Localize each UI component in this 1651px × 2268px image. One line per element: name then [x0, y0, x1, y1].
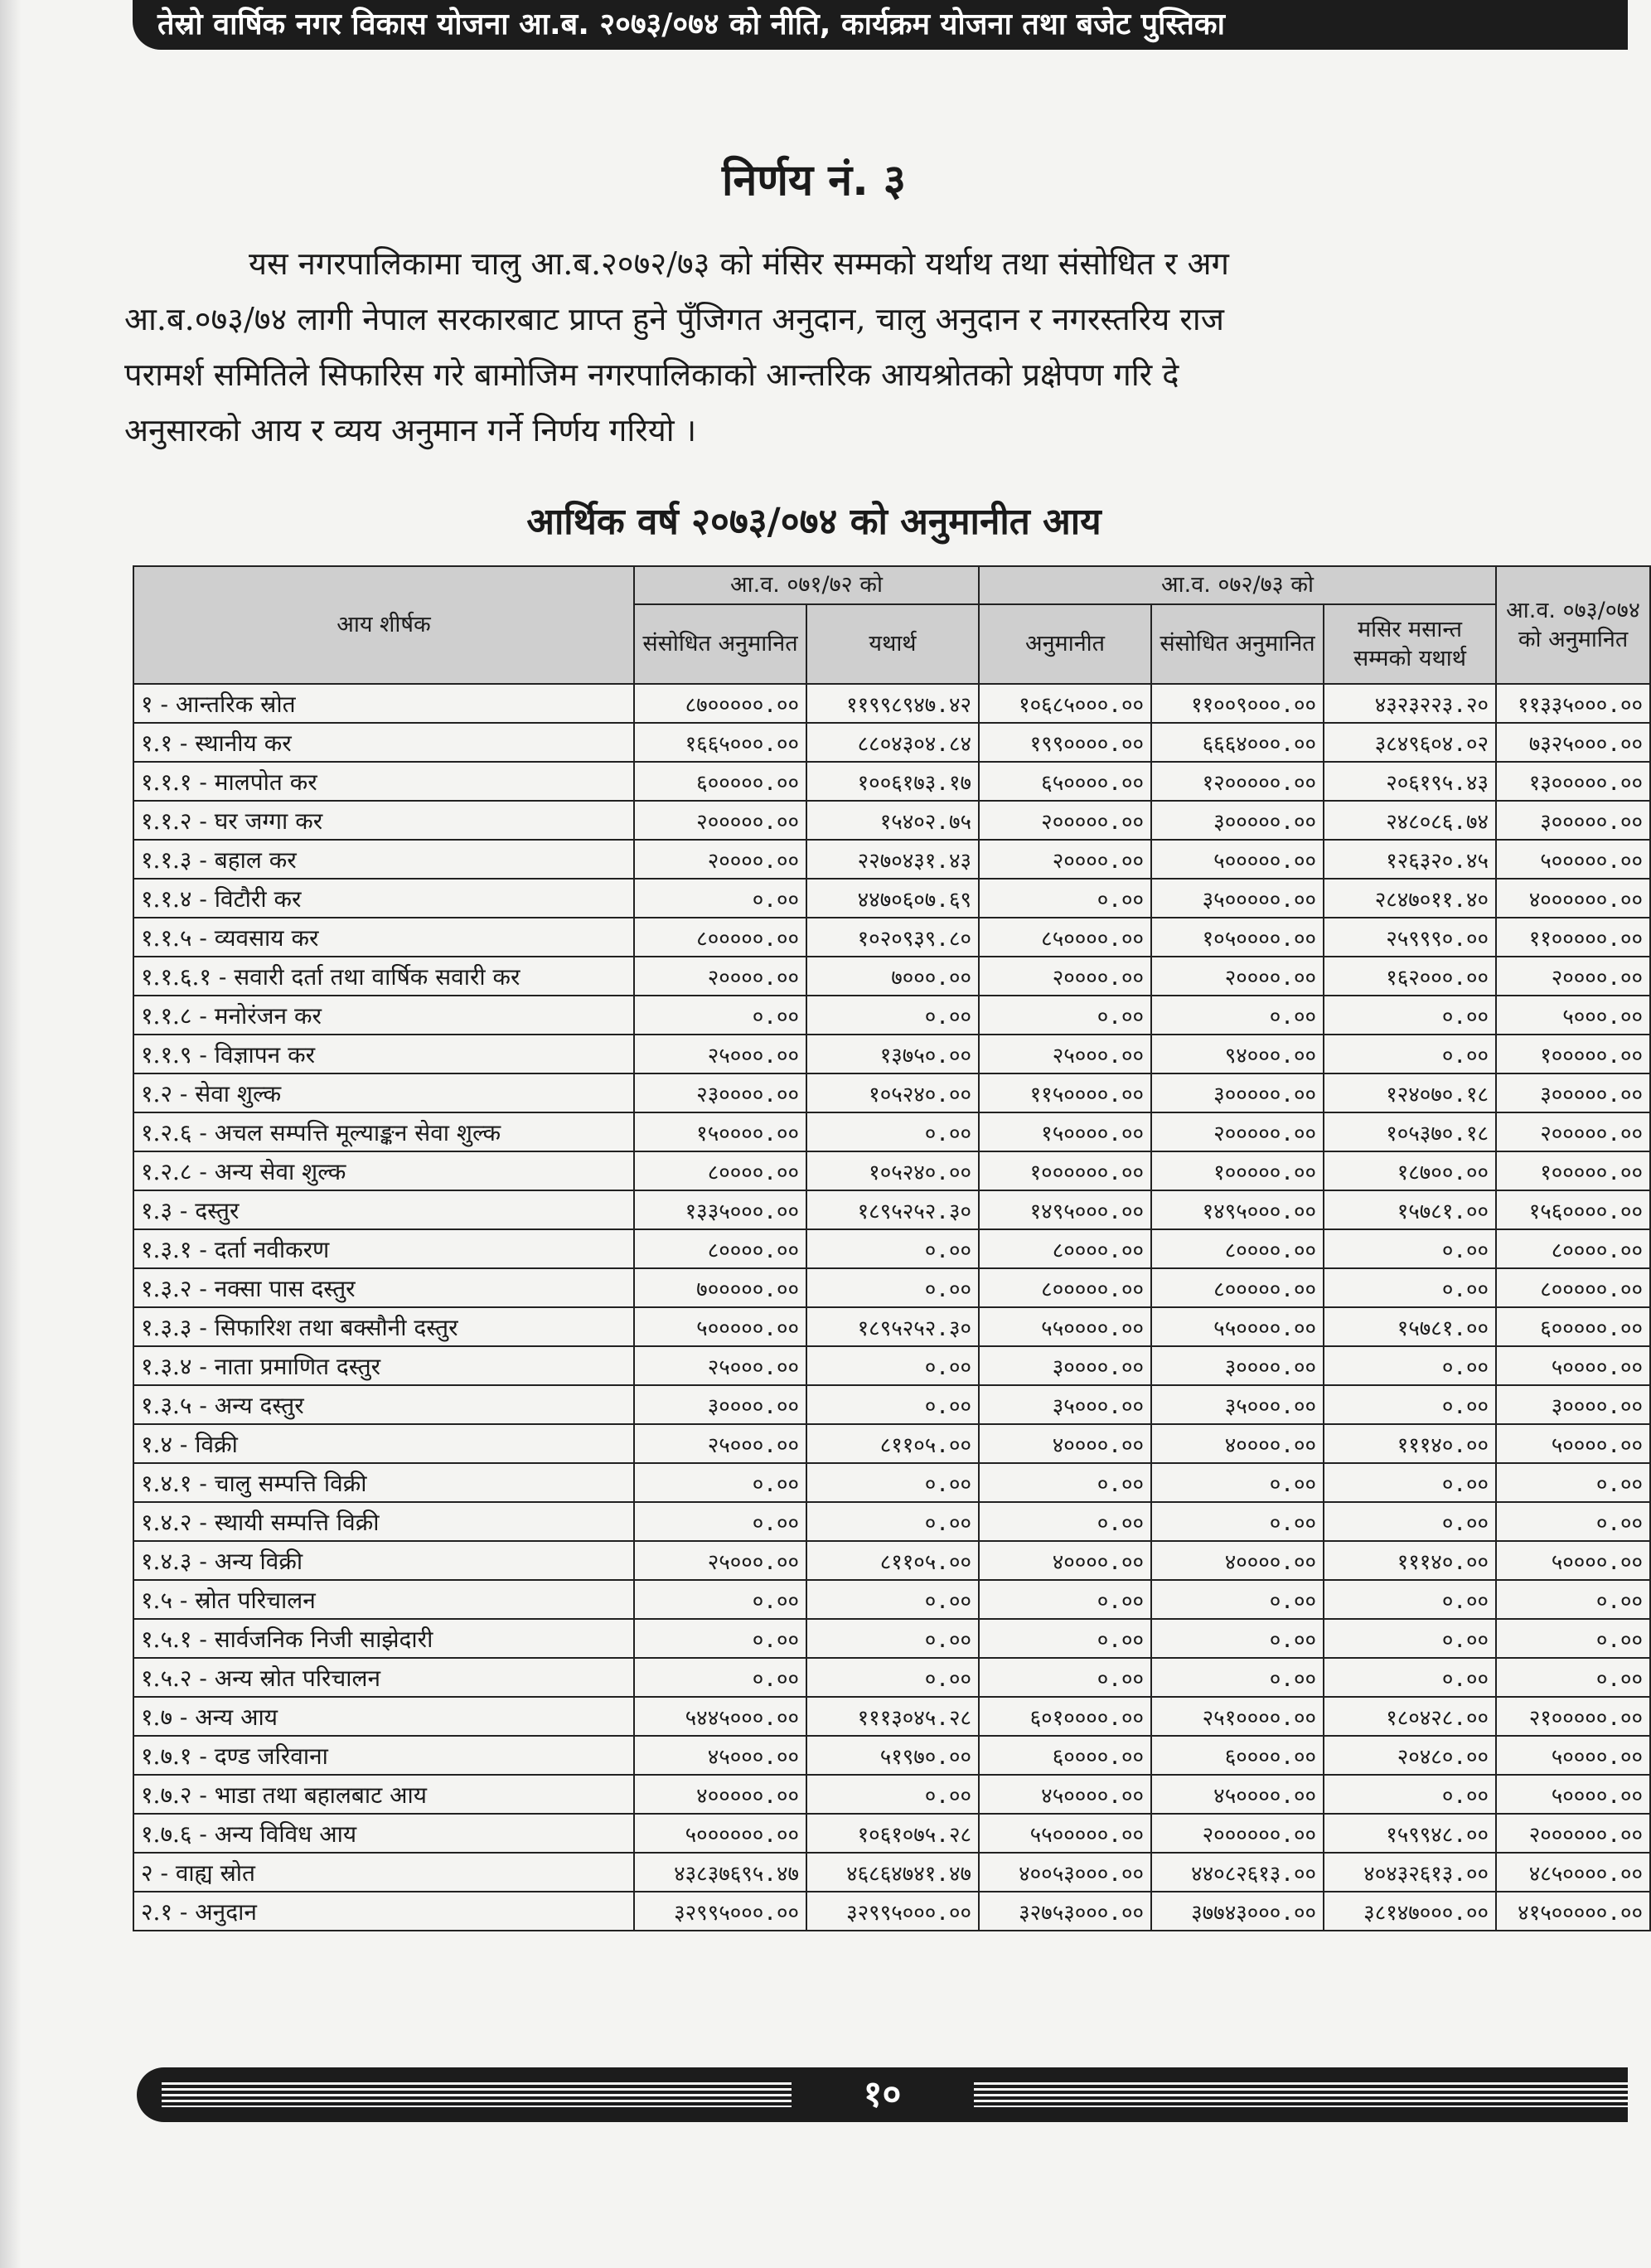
amount-cell: ३२९९५०००.००: [634, 1892, 806, 1931]
table-row: [133, 1151, 1650, 1190]
amount-cell: ०.००: [1324, 996, 1496, 1035]
amount-cell: २०००००.००: [1496, 1112, 1650, 1151]
table-row: [133, 1580, 1650, 1619]
amount-cell: १११४०.००: [1324, 1541, 1496, 1580]
table-row: [133, 1541, 1650, 1580]
amount-cell: २००००.००: [634, 840, 806, 879]
row-label-cell: १.३.४ - नाता प्रमाणित दस्तुर: [133, 1346, 634, 1385]
amount-cell: १०६८५०००.००: [979, 684, 1151, 723]
row-label-cell: १.५ - स्रोत परिचालन: [133, 1580, 634, 1619]
paragraph-line: यस नगरपालिकामा चालु आ.ब.२०७२/७३ को मंसिर सम्मको यर्थाथ तथा संसोधित र अग: [249, 245, 1229, 282]
amount-cell: ८०००००.००: [979, 1268, 1151, 1307]
table-row: [133, 684, 1650, 723]
amount-cell: ०.००: [806, 1268, 979, 1307]
amount-cell: २५०००.००: [634, 1424, 806, 1463]
amount-cell: ८००००.००: [1496, 1229, 1650, 1268]
table-row: [133, 1814, 1650, 1853]
amount-cell: २५०००.००: [979, 1035, 1151, 1073]
amount-cell: ०.००: [634, 1619, 806, 1658]
amount-cell: ०.००: [1324, 1229, 1496, 1268]
amount-cell: ०.००: [634, 1580, 806, 1619]
amount-cell: ०.००: [1151, 1619, 1324, 1658]
amount-cell: ०.००: [1496, 1658, 1650, 1697]
amount-cell: ३०००००.००: [1496, 801, 1650, 840]
amount-cell: १५९९४८.००: [1324, 1814, 1496, 1853]
amount-cell: ३८४९६०४.०२: [1324, 723, 1496, 762]
amount-cell: २०००००.००: [634, 801, 806, 840]
amount-cell: ०.००: [806, 1346, 979, 1385]
table-row: [133, 840, 1650, 879]
amount-cell: ५००००.००: [1496, 1541, 1650, 1580]
page-number: १०: [830, 2073, 935, 2115]
table-row: [133, 996, 1650, 1035]
row-label-cell: १.१.८ - मनोरंजन कर: [133, 996, 634, 1035]
amount-cell: ०.००: [1151, 1463, 1324, 1502]
amount-cell: २००००.००: [979, 840, 1151, 879]
amount-cell: ५०००००.००: [1151, 840, 1324, 879]
amount-cell: ५००००.००: [1496, 1736, 1650, 1775]
amount-cell: २०६१९५.४३: [1324, 762, 1496, 801]
amount-cell: ६५००००.००: [979, 762, 1151, 801]
paragraph-line: अनुसारको आय र व्यय अनुमान गर्ने निर्णय गरियो ।: [124, 412, 697, 448]
amount-cell: १५००००.००: [979, 1112, 1151, 1151]
amount-cell: १११४०.००: [1324, 1424, 1496, 1463]
column-header-revised-estimate: संसोधित अनुमानित: [634, 604, 806, 684]
amount-cell: ४००५३०००.००: [979, 1853, 1151, 1892]
row-label-cell: १.३.५ - अन्य दस्तुर: [133, 1385, 634, 1424]
amount-cell: ८११०५.००: [806, 1541, 979, 1580]
row-label-cell: १.१ - स्थानीय कर: [133, 723, 634, 762]
column-header-income-title: आय शीर्षक: [133, 566, 634, 684]
amount-cell: ४००००.००: [979, 1541, 1151, 1580]
amount-cell: ०.००: [1324, 1035, 1496, 1073]
amount-cell: ५५०००००.००: [979, 1814, 1151, 1853]
amount-cell: ६००००.००: [979, 1736, 1151, 1775]
amount-cell: ०.००: [1324, 1775, 1496, 1814]
amount-cell: १०६१०७५.२८: [806, 1814, 979, 1853]
row-label-cell: १.१.४ - विटौरी कर: [133, 879, 634, 918]
amount-cell: १५४०२.७५: [806, 801, 979, 840]
table-row: [133, 1112, 1650, 1151]
amount-cell: १६२०००.००: [1324, 957, 1496, 996]
amount-cell: ४५००००.००: [979, 1775, 1151, 1814]
paragraph-line: आ.ब.०७३/७४ लागी नेपाल सरकारबाट प्राप्त हुने पुँजिगत अनुदान, चालु अनुदान र नगरस्तरिय राज: [124, 301, 1224, 337]
amount-cell: ०.००: [634, 1502, 806, 1541]
amount-cell: ०.००: [806, 1775, 979, 1814]
table-row: [133, 1619, 1650, 1658]
table-row: [133, 1229, 1650, 1268]
amount-cell: ४१५०००००.००: [1496, 1892, 1650, 1931]
amount-cell: ०.००: [634, 1658, 806, 1697]
amount-cell: ४००००००.००: [1496, 879, 1650, 918]
amount-cell: ०.००: [806, 1385, 979, 1424]
amount-cell: २०४८०.००: [1324, 1736, 1496, 1775]
table-row: [133, 957, 1650, 996]
amount-cell: २०००००.००: [979, 801, 1151, 840]
amount-cell: ०.००: [979, 1619, 1151, 1658]
amount-cell: ३०००००.००: [1151, 1073, 1324, 1112]
table-row: [133, 1424, 1650, 1463]
row-label-cell: १.३.२ - नक्सा पास दस्तुर: [133, 1268, 634, 1307]
row-label-cell: १.७.२ - भाडा तथा बहालबाट आय: [133, 1775, 634, 1814]
amount-cell: ८०००००.००: [634, 918, 806, 957]
amount-cell: ३०००००.००: [1151, 801, 1324, 840]
amount-cell: ०.००: [1324, 1580, 1496, 1619]
amount-cell: १००६१७३.१७: [806, 762, 979, 801]
amount-cell: ५००००.००: [1496, 1346, 1650, 1385]
amount-cell: ३००००.००: [634, 1385, 806, 1424]
amount-cell: ०.००: [806, 996, 979, 1035]
amount-cell: १२४०७०.१८: [1324, 1073, 1496, 1112]
income-table: [133, 565, 1651, 1931]
row-label-cell: १.१.२ - घर जग्गा कर: [133, 801, 634, 840]
amount-cell: ४३८३७६९५.४७: [634, 1853, 806, 1892]
row-label-cell: १.१.५ - व्यवसाय कर: [133, 918, 634, 957]
amount-cell: ०.००: [634, 1463, 806, 1502]
table-row: [133, 1502, 1650, 1541]
amount-cell: २२७०४३१.४३: [806, 840, 979, 879]
amount-cell: ०.००: [1151, 996, 1324, 1035]
amount-cell: १३०००००.००: [1496, 762, 1650, 801]
amount-cell: ०.००: [979, 1463, 1151, 1502]
amount-cell: २०००००.००: [1151, 1112, 1324, 1151]
table-row: [133, 1736, 1650, 1775]
amount-cell: ०.००: [1324, 1658, 1496, 1697]
table-row: [133, 1775, 1650, 1814]
amount-cell: १८९५२५२.३०: [806, 1307, 979, 1346]
amount-cell: ०.००: [634, 879, 806, 918]
amount-cell: ८८०४३०४.८४: [806, 723, 979, 762]
amount-cell: ०.००: [1324, 1346, 1496, 1385]
amount-cell: ४००००.००: [1151, 1541, 1324, 1580]
amount-cell: २५९९९०.००: [1324, 918, 1496, 957]
amount-cell: ०.००: [806, 1229, 979, 1268]
table-row: [133, 1307, 1650, 1346]
row-label-cell: १.७.१ - दण्ड जरिवाना: [133, 1736, 634, 1775]
decision-title: निर्णय नं. ३: [722, 156, 906, 206]
amount-cell: ११००९०००.००: [1151, 684, 1324, 723]
amount-cell: १५७८१.००: [1324, 1190, 1496, 1229]
amount-cell: १५७८१.००: [1324, 1307, 1496, 1346]
amount-cell: १४९५०००.००: [1151, 1190, 1324, 1229]
amount-cell: ०.००: [806, 1502, 979, 1541]
amount-cell: ५१९७०.००: [806, 1736, 979, 1775]
row-label-cell: १.२ - सेवा शुल्क: [133, 1073, 634, 1112]
amount-cell: ४००००.००: [979, 1424, 1151, 1463]
group-header-fy-071-72: आ.व. ०७१/७२ को: [634, 566, 979, 604]
amount-cell: ३००००.००: [1151, 1346, 1324, 1385]
amount-cell: ११५००००.००: [979, 1073, 1151, 1112]
column-header-fy-073-74-estimate: आ.व. ०७३/०७४ को अनुमानित: [1496, 566, 1650, 684]
amount-cell: ०.००: [1496, 1580, 1650, 1619]
amount-cell: १८७००.००: [1324, 1151, 1496, 1190]
row-label-cell: १.४ - विक्री: [133, 1424, 634, 1463]
amount-cell: ६०१००००.००: [979, 1697, 1151, 1736]
amount-cell: १००००००.००: [979, 1151, 1151, 1190]
running-header: [133, 0, 1628, 50]
amount-cell: १५००००.००: [634, 1112, 806, 1151]
amount-cell: ३००००.००: [979, 1346, 1151, 1385]
table-row: [133, 1346, 1650, 1385]
amount-cell: ०.००: [806, 1112, 979, 1151]
amount-cell: १०५२४०.००: [806, 1151, 979, 1190]
row-label-cell: १.२.६ - अचल सम्पत्ति मूल्याङ्कन सेवा शुल्क: [133, 1112, 634, 1151]
row-label-cell: १.१.६.१ - सवारी दर्ता तथा वार्षिक सवारी कर: [133, 957, 634, 996]
row-label-cell: १.३.३ - सिफारिश तथा बक्सौनी दस्तुर: [133, 1307, 634, 1346]
amount-cell: ६०००००.००: [634, 762, 806, 801]
income-table-wrapper: [133, 565, 1644, 1931]
amount-cell: ०.००: [1151, 1580, 1324, 1619]
amount-cell: ४५०००.००: [634, 1736, 806, 1775]
amount-cell: १९९००००.००: [979, 723, 1151, 762]
amount-cell: ३५०००.००: [979, 1385, 1151, 1424]
table-row: [133, 723, 1650, 762]
amount-cell: ५४४५०००.००: [634, 1697, 806, 1736]
amount-cell: १२०००००.००: [1151, 762, 1324, 801]
amount-cell: १८९५२५२.३०: [806, 1190, 979, 1229]
amount-cell: ४५००००.००: [1151, 1775, 1324, 1814]
amount-cell: ०.००: [1324, 1619, 1496, 1658]
amount-cell: ४४७०६०७.६९: [806, 879, 979, 918]
table-title: आर्थिक वर्ष २०७३/०७४ को अनुमानीत आय: [526, 501, 1101, 543]
amount-cell: २८४७०११.४०: [1324, 879, 1496, 918]
amount-cell: ०.००: [979, 1502, 1151, 1541]
amount-cell: ४३२३२२३.२०: [1324, 684, 1496, 723]
amount-cell: ०.००: [806, 1658, 979, 1697]
amount-cell: २००००.००: [1496, 957, 1650, 996]
amount-cell: ५००००.००: [1496, 1775, 1650, 1814]
row-label-cell: १.१.९ - विज्ञापन कर: [133, 1035, 634, 1073]
amount-cell: ०.००: [806, 1463, 979, 1502]
column-header-revised-estimate: संसोधित अनुमानित: [1151, 604, 1324, 684]
amount-cell: ३०००००.००: [1496, 1073, 1650, 1112]
amount-cell: ५५००००.००: [1151, 1307, 1324, 1346]
amount-cell: २५०००.००: [634, 1346, 806, 1385]
table-row: [133, 1658, 1650, 1697]
amount-cell: ४००००.००: [1151, 1424, 1324, 1463]
page-edge-shadow: [0, 0, 22, 2268]
amount-cell: ७०००००.००: [634, 1268, 806, 1307]
column-header-actual: यथार्थ: [806, 604, 979, 684]
amount-cell: ०.००: [1496, 1619, 1650, 1658]
amount-cell: ७३२५०००.००: [1496, 723, 1650, 762]
amount-cell: ८०००००.००: [1151, 1268, 1324, 1307]
row-label-cell: १.७ - अन्य आय: [133, 1697, 634, 1736]
row-label-cell: १.३.१ - दर्ता नवीकरण: [133, 1229, 634, 1268]
amount-cell: ४४०८२६१३.००: [1151, 1853, 1324, 1892]
amount-cell: ३५०००००.००: [1151, 879, 1324, 918]
column-header-estimate: अनुमानीत: [979, 604, 1151, 684]
amount-cell: ५००००००.००: [634, 1814, 806, 1853]
amount-cell: ८५००००.००: [979, 918, 1151, 957]
amount-cell: ०.००: [1324, 1502, 1496, 1541]
row-label-cell: २.१ - अनुदान: [133, 1892, 634, 1931]
amount-cell: २३००००.००: [634, 1073, 806, 1112]
amount-cell: १०२०९३९.८०: [806, 918, 979, 957]
amount-cell: ८०००००.००: [1496, 1268, 1650, 1307]
table-row: [133, 918, 1650, 957]
amount-cell: २५०००.००: [634, 1035, 806, 1073]
amount-cell: १०५३७०.१८: [1324, 1112, 1496, 1151]
amount-cell: ४८५००००.००: [1496, 1853, 1650, 1892]
table-row: [133, 1697, 1650, 1736]
amount-cell: ८७०००००.००: [634, 684, 806, 723]
amount-cell: ८००००.००: [634, 1151, 806, 1190]
amount-cell: १५६००००.००: [1496, 1190, 1650, 1229]
amount-cell: १११३०४५.२८: [806, 1697, 979, 1736]
amount-cell: २००००.००: [634, 957, 806, 996]
row-label-cell: १.२.८ - अन्य सेवा शुल्क: [133, 1151, 634, 1190]
table-row: [133, 801, 1650, 840]
amount-cell: ०.००: [1324, 1385, 1496, 1424]
amount-cell: ९४०००.००: [1151, 1035, 1324, 1073]
footer-bar: [137, 2067, 1628, 2122]
table-row: [133, 762, 1650, 801]
amount-cell: ८००००.००: [1151, 1229, 1324, 1268]
amount-cell: ०.००: [1151, 1658, 1324, 1697]
amount-cell: १४९५०००.००: [979, 1190, 1151, 1229]
amount-cell: १०५००००.००: [1151, 918, 1324, 957]
group-header-fy-072-73: आ.व. ०७२/७३ को: [979, 566, 1496, 604]
row-label-cell: १.४.१ - चालु सम्पत्ति विक्री: [133, 1463, 634, 1502]
income-table-body: [133, 684, 1650, 1931]
amount-cell: १८०४२८.००: [1324, 1697, 1496, 1736]
amount-cell: १०००००.००: [1496, 1151, 1650, 1190]
amount-cell: ३२९९५०००.००: [806, 1892, 979, 1931]
amount-cell: २१०००००.००: [1496, 1697, 1650, 1736]
amount-cell: ५०००.००: [1496, 996, 1650, 1035]
amount-cell: ४०००००.००: [634, 1775, 806, 1814]
amount-cell: ०.००: [979, 879, 1151, 918]
row-label-cell: २ - वाह्य स्रोत: [133, 1853, 634, 1892]
table-row: [133, 1268, 1650, 1307]
row-label-cell: १.१.१ - मालपोत कर: [133, 762, 634, 801]
row-label-cell: १.३ - दस्तुर: [133, 1190, 634, 1229]
amount-cell: ०.००: [979, 1580, 1151, 1619]
amount-cell: ६००००.००: [1151, 1736, 1324, 1775]
amount-cell: ४०४३२६१३.००: [1324, 1853, 1496, 1892]
amount-cell: १२६३२०.४५: [1324, 840, 1496, 879]
amount-cell: ३५०००.००: [1151, 1385, 1324, 1424]
row-label-cell: १.४.२ - स्थायी सम्पत्ति विक्री: [133, 1502, 634, 1541]
table-row: [133, 1035, 1650, 1073]
row-label-cell: १.७.६ - अन्य विविध आय: [133, 1814, 634, 1853]
table-row: [133, 1073, 1650, 1112]
amount-cell: ८००००.००: [979, 1229, 1151, 1268]
amount-cell: ३८१४७०००.००: [1324, 1892, 1496, 1931]
amount-cell: ५००००.००: [1496, 1424, 1650, 1463]
amount-cell: ११०००००.००: [1496, 918, 1650, 957]
decision-paragraph: [124, 236, 1628, 458]
amount-cell: ०.००: [1324, 1463, 1496, 1502]
amount-cell: ११९९८९४७.४२: [806, 684, 979, 723]
amount-cell: ०.००: [1324, 1268, 1496, 1307]
row-label-cell: १ - आन्तरिक स्रोत: [133, 684, 634, 723]
amount-cell: ११३३५०००.००: [1496, 684, 1650, 723]
table-row: [133, 1385, 1650, 1424]
amount-cell: ६६६४०००.००: [1151, 723, 1324, 762]
amount-cell: ०.००: [634, 996, 806, 1035]
amount-cell: २५०००.००: [634, 1541, 806, 1580]
amount-cell: ०.००: [979, 996, 1151, 1035]
amount-cell: २५१००००.००: [1151, 1697, 1324, 1736]
amount-cell: २००००.००: [979, 957, 1151, 996]
amount-cell: १०००००.००: [1496, 1035, 1650, 1073]
amount-cell: ०.००: [979, 1658, 1151, 1697]
amount-cell: ६०००००.००: [1496, 1307, 1650, 1346]
table-row: [133, 1892, 1650, 1931]
table-row: [133, 879, 1650, 918]
amount-cell: ५०००००.००: [1496, 840, 1650, 879]
amount-cell: ०.००: [806, 1580, 979, 1619]
amount-cell: २००००.००: [1151, 957, 1324, 996]
column-header-actual-till-mangsir: मसिर मसान्त सम्मको यथार्थ: [1324, 604, 1496, 684]
amount-cell: १३३५०००.००: [634, 1190, 806, 1229]
table-row: [133, 1853, 1650, 1892]
amount-cell: ५०००००.००: [634, 1307, 806, 1346]
amount-cell: ०.००: [1496, 1502, 1650, 1541]
running-header-text: तेस्रो वार्षिक नगर विकास योजना आ.ब. २०७३/०७४ को नीति, कार्यक्रम योजना तथा बजेट पुस्तिका: [157, 7, 1225, 41]
amount-cell: ४६८६४७४१.४७: [806, 1853, 979, 1892]
amount-cell: ३००००.००: [1496, 1385, 1650, 1424]
amount-cell: ७०००.००: [806, 957, 979, 996]
amount-cell: ३२७५३०००.००: [979, 1892, 1151, 1931]
amount-cell: २४८०८६.७४: [1324, 801, 1496, 840]
table-row: [133, 1190, 1650, 1229]
row-label-cell: १.५.१ - सार्वजनिक निजी साझेदारी: [133, 1619, 634, 1658]
amount-cell: ३७७४३०००.००: [1151, 1892, 1324, 1931]
amount-cell: ५५००००.००: [979, 1307, 1151, 1346]
amount-cell: २००००००.००: [1151, 1814, 1324, 1853]
amount-cell: ८११०५.००: [806, 1424, 979, 1463]
amount-cell: ०.००: [1151, 1502, 1324, 1541]
amount-cell: ०.००: [806, 1619, 979, 1658]
table-row: [133, 1463, 1650, 1502]
paragraph-line: परामर्श समितिले सिफारिस गरे बामोजिम नगरपालिकाको आन्तरिक आयश्रोतको प्रक्षेपण गरि दे: [124, 356, 1179, 393]
row-label-cell: १.४.३ - अन्य विक्री: [133, 1541, 634, 1580]
amount-cell: ८००००.००: [634, 1229, 806, 1268]
amount-cell: १०००००.००: [1151, 1151, 1324, 1190]
amount-cell: २००००००.००: [1496, 1814, 1650, 1853]
amount-cell: १३७५०.००: [806, 1035, 979, 1073]
amount-cell: १०५२४०.००: [806, 1073, 979, 1112]
amount-cell: ०.००: [1496, 1463, 1650, 1502]
row-label-cell: १.५.२ - अन्य स्रोत परिचालन: [133, 1658, 634, 1697]
row-label-cell: १.१.३ - बहाल कर: [133, 840, 634, 879]
amount-cell: १६६५०००.००: [634, 723, 806, 762]
